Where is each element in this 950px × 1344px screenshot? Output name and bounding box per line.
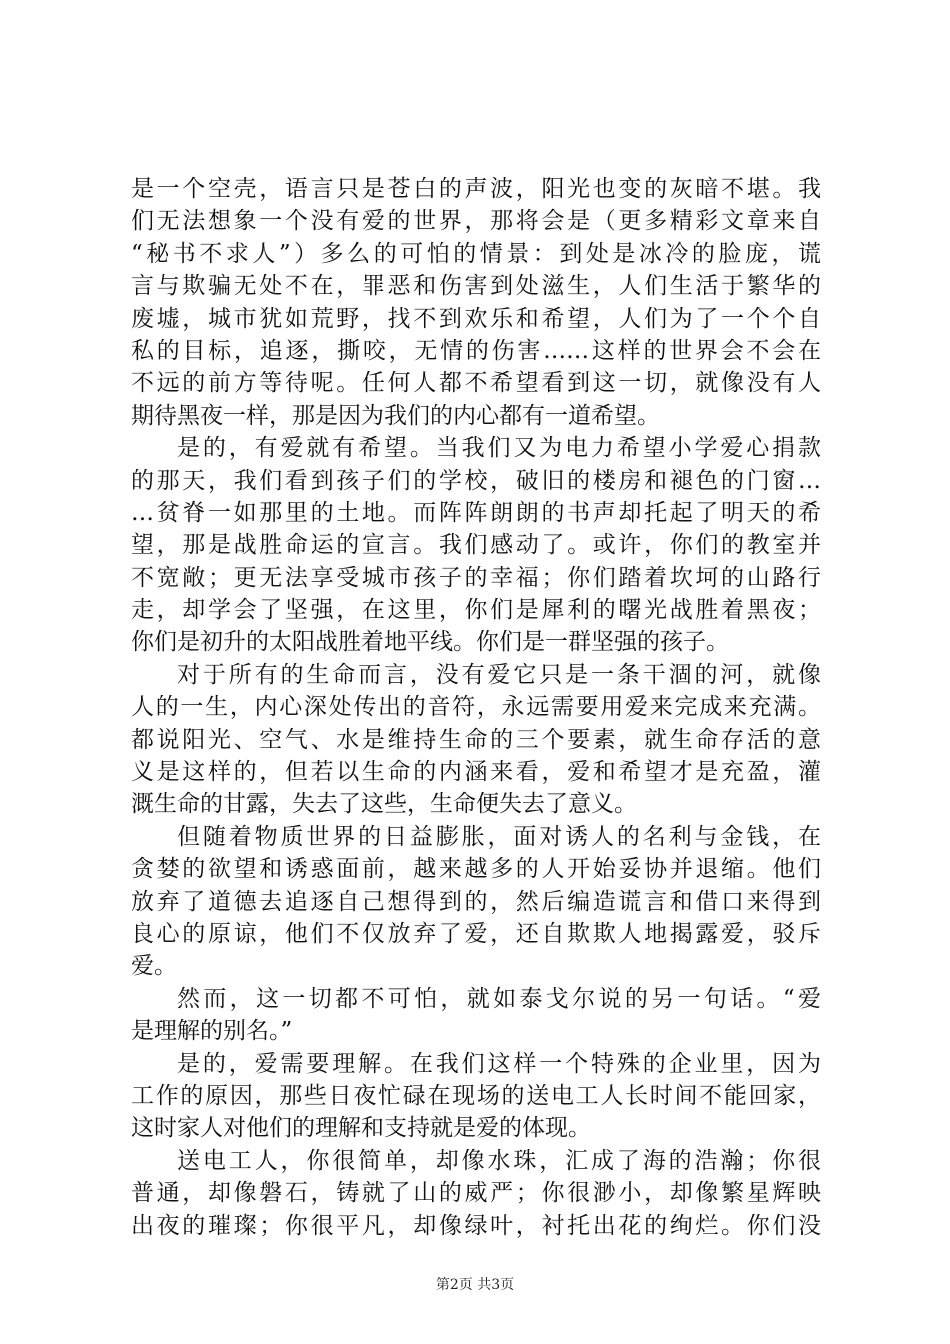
- text-line: 们无法想象一个没有爱的世界，那将会是（更多精彩文章来自: [131, 208, 821, 235]
- text-line: 这时家人对他们的理解和支持就是爱的体现。: [131, 1115, 591, 1142]
- text-line: 是的，爱需要理解。在我们这样一个特殊的企业里，因为: [177, 1050, 821, 1077]
- text-line: “秘书不求人”）多么的可怕的情景：到处是冰冷的脸庞，谎: [131, 240, 821, 267]
- page-footer: 第2页 共3页: [435, 1277, 515, 1293]
- text-line: 普通，却像磐石，铸就了山的威严；你很渺小，却像繁星辉映: [131, 1180, 821, 1207]
- text-line: 爱。: [131, 953, 177, 980]
- text-line: 贪婪的欲望和诱惑面前，越来越多的人开始妥协并退缩。他们: [131, 856, 821, 883]
- text-line: 废墟，城市犹如荒野，找不到欢乐和希望，人们为了一个个自: [131, 305, 821, 332]
- text-line: 对于所有的生命而言，没有爱它只是一条干涸的河，就像: [177, 661, 821, 688]
- text-line: …贫脊一如那里的土地。而阵阵朗朗的书声却托起了明天的希: [131, 499, 821, 526]
- text-line: 放弃了道德去追逐自己想得到的，然后编造谎言和借口来得到: [131, 888, 821, 915]
- text-line: 的那天，我们看到孩子们的学校，破旧的楼房和褪色的门窗…: [131, 467, 821, 494]
- text-line: 不宽敞；更无法享受城市孩子的幸福；你们踏着坎坷的山路行: [131, 564, 821, 591]
- text-line: 望，那是战胜命运的宣言。我们感动了。或许，你们的教室并: [131, 532, 821, 559]
- text-line: 但随着物质世界的日益膨胀，面对诱人的名利与金钱，在: [177, 823, 821, 850]
- text-line: 然而，这一切都不可怕，就如泰戈尔说的另一句话。“爱: [177, 985, 821, 1012]
- text-line: 走，却学会了坚强，在这里，你们是犀利的曙光战胜着黑夜；: [131, 597, 821, 624]
- text-line: 出夜的璀璨；你很平凡，却像绿叶，衬托出花的绚烂。你们没: [131, 1212, 821, 1239]
- text-line: 良心的原谅，他们不仅放弃了爱，还自欺欺人地揭露爱，驳斥: [131, 920, 821, 947]
- text-line: 不远的前方等待呢。任何人都不希望看到这一切，就像没有人: [131, 370, 821, 397]
- text-line: 是的，有爱就有希望。当我们又为电力希望小学爱心捐款: [177, 435, 821, 462]
- text-line: 期待黑夜一样，那是因为我们的内心都有一道希望。: [131, 402, 660, 429]
- text-line: 是理解的别名。”: [131, 1018, 293, 1045]
- document-body: [131, 173, 821, 1242]
- text-line: 都说阳光、空气、水是维持生命的三个要素，就生命存活的意: [131, 726, 821, 753]
- text-line: 私的目标，追逐，撕咬，无情的伤害……这样的世界会不会在: [131, 337, 821, 364]
- text-line: 义是这样的，但若以生命的内涵来看，爱和希望才是充盈，灌: [131, 759, 821, 786]
- text-line: 送电工人，你很简单，却像水珠，汇成了海的浩瀚；你很: [177, 1147, 821, 1174]
- text-line: 你们是初升的太阳战胜着地平线。你们是一群坚强的孩子。: [131, 629, 729, 656]
- text-line: 工作的原因，那些日夜忙碌在现场的送电工人长时间不能回家，: [131, 1082, 821, 1109]
- text-line: 溉生命的甘露，失去了这些，生命便失去了意义。: [131, 791, 637, 818]
- text-line: 言与欺骗无处不在，罪恶和伤害到处滋生，人们生活于繁华的: [131, 273, 821, 300]
- text-line: 是一个空壳，语言只是苍白的声波，阳光也变的灰暗不堪。我: [131, 176, 821, 202]
- text-line: 人的一生，内心深处传出的音符，永远需要用爱来完成来充满。: [131, 694, 821, 721]
